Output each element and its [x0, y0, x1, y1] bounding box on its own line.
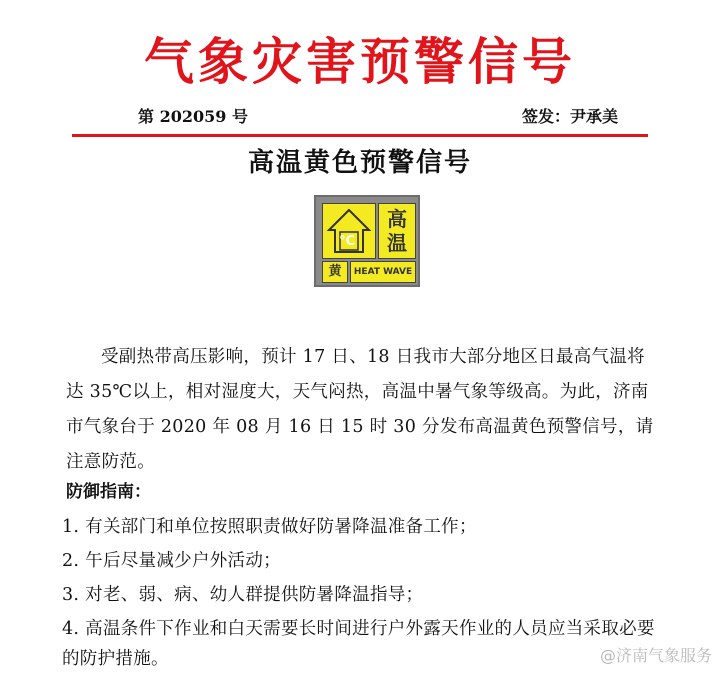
- heat-char-2: 温: [387, 231, 407, 255]
- guide-item: 4. 高温条件下作业和白天需要长时间进行户外露天作业的人员应当采取必要的防护措施。: [62, 619, 655, 669]
- guide-list: [62, 512, 662, 678]
- document-title: 气象灾害预警信号: [144, 33, 576, 91]
- guide-item: 3. 对老、弱、病、幼人群提供防暑降温指导；: [62, 585, 424, 605]
- issuer: 签发：尹承美: [521, 107, 618, 126]
- heat-char-1: 高: [387, 207, 407, 231]
- guide-item: 2. 午后尽量减少户外活动；: [62, 551, 281, 571]
- guide-item: 1. 有关部门和单位按照职责做好防暑降温准备工作；: [62, 517, 477, 537]
- level-label: 黄: [322, 261, 348, 283]
- red-divider: [72, 134, 648, 137]
- heat-wave-yellow-warning-icon: [314, 195, 420, 287]
- body-paragraph: 受副热带高压影响，预计 17 日、18 日我市大部分地区日最高气温将达 35℃以上，相对湿度大，天气闷热，高温中暑气象等级高。为此，济南市气象台于 2020 年 08 月 16 日 15 时 30 分发布高温黄色预警信号，请注意防范。: [66, 347, 654, 472]
- document-number: 第 202059 号: [138, 107, 248, 126]
- house-thermometer-icon: [322, 203, 376, 259]
- watermark: @济南气象服务: [599, 646, 712, 665]
- heat-wave-label: HEAT WAVE: [350, 261, 416, 283]
- heat-chars: [378, 203, 416, 259]
- guide-heading: 防御指南：: [66, 482, 151, 502]
- celsius-label: °C: [339, 234, 356, 249]
- meta-row: [138, 104, 618, 127]
- notice-title: 高温黄色预警信号: [247, 148, 472, 178]
